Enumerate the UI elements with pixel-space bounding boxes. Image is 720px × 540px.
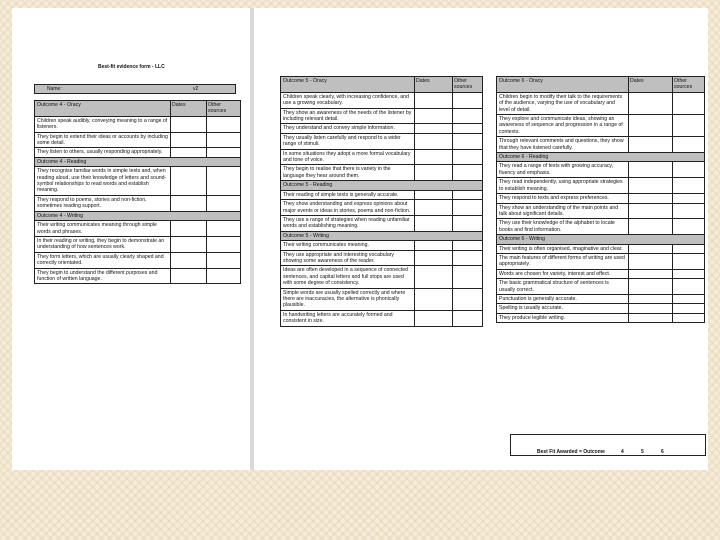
other-sources-cell[interactable] — [673, 92, 705, 114]
criterion-row — [497, 92, 705, 114]
section-header-row — [281, 231, 483, 240]
other-sources-cell[interactable] — [453, 108, 483, 124]
criterion-row — [35, 132, 241, 148]
other-sources-cell[interactable] — [673, 294, 705, 303]
criterion-text: In handwriting letters are accurately formed and consistent in size. — [281, 310, 415, 326]
dates-cell[interactable] — [415, 108, 453, 124]
dates-cell[interactable] — [629, 162, 673, 178]
dates-cell[interactable] — [629, 253, 673, 269]
criterion-text: Children speak audibly, conveying meaning to a range of listeners. — [35, 116, 171, 132]
other-sources-cell[interactable] — [207, 195, 241, 211]
criterion-row — [35, 116, 241, 132]
other-sources-cell[interactable] — [453, 310, 483, 326]
criterion-text: They produce legible writing. — [497, 313, 629, 322]
criterion-row — [281, 310, 483, 326]
dates-cell[interactable] — [629, 203, 673, 219]
criterion-row — [497, 194, 705, 203]
section-header-row — [281, 181, 483, 190]
section-header: Outcome 4 - Writing — [35, 211, 241, 220]
dates-cell[interactable] — [415, 190, 453, 199]
criterion-row — [497, 304, 705, 313]
best-fit-award-box — [510, 434, 706, 456]
dates-column-header: Dates — [415, 77, 453, 93]
form-page-left — [12, 8, 248, 470]
other-sources-cell[interactable] — [453, 92, 483, 108]
criterion-row — [35, 221, 241, 237]
outcome-4-table — [34, 100, 241, 284]
criterion-text: They listen to others, usually responding appropriately. — [35, 148, 171, 157]
criterion-text: Simple words are usually spelled correctly and where there are inaccuracies, the alternative is phonically plausible. — [281, 288, 415, 310]
criterion-row — [497, 279, 705, 295]
other-sources-cell[interactable] — [673, 162, 705, 178]
outcome-6-table — [496, 76, 705, 323]
section-header: Outcome 6 - Oracy — [497, 77, 629, 93]
criterion-text: They begin to understand the different purposes and function of written language. — [35, 268, 171, 284]
other-sources-cell[interactable] — [453, 133, 483, 149]
criterion-text: They explore and communicate ideas, showing an awareness of sequence and progression in a range of contexts. — [497, 115, 629, 137]
outcome-5-table — [280, 76, 483, 327]
dates-cell[interactable] — [415, 288, 453, 310]
criterion-row — [497, 137, 705, 153]
criterion-row — [497, 294, 705, 303]
criterion-row — [497, 219, 705, 235]
dates-cell[interactable] — [629, 304, 673, 313]
other-sources-cell[interactable] — [453, 190, 483, 199]
criterion-text: They use a range of strategies when reading unfamiliar words and establishing meaning. — [281, 215, 415, 231]
criterion-text: They respond to poems, stories and non-fiction, sometimes reading support. — [35, 195, 171, 211]
dates-cell[interactable] — [415, 241, 453, 250]
criterion-text: They respond to texts and express preferences. — [497, 194, 629, 203]
dates-cell[interactable] — [171, 132, 207, 148]
name-field — [34, 84, 236, 94]
criterion-row — [281, 108, 483, 124]
dates-cell[interactable] — [415, 200, 453, 216]
section-header: Outcome 5 - Reading — [281, 181, 483, 190]
criterion-text: Children begin to modify their talk to the requirements of the audience, varying the use of vocabulary and level of detail. — [497, 92, 629, 114]
criterion-text: They recognise familiar words in simple texts and, when reading aloud, use their knowledge of letters and sound-symbol relationships to read words and establish meaning. — [35, 167, 171, 196]
section-header-row — [497, 153, 705, 162]
dates-cell[interactable] — [629, 137, 673, 153]
criterion-text: They show an understanding of the main points and talk about significant details. — [497, 203, 629, 219]
name-label: Name: — [47, 86, 62, 92]
section-header-row — [35, 157, 241, 166]
other-sources-column-header: Other sources — [207, 101, 241, 117]
dates-cell[interactable] — [629, 115, 673, 137]
other-sources-cell[interactable] — [673, 304, 705, 313]
other-sources-cell[interactable] — [207, 221, 241, 237]
award-option-4[interactable]: 4 — [621, 449, 624, 455]
criterion-text: They read a range of texts with growing accuracy, fluency and emphasis. — [497, 162, 629, 178]
dates-cell[interactable] — [629, 178, 673, 194]
section-header: Outcome 5 - Oracy — [281, 77, 415, 93]
criterion-text: In some situations they adopt a more formal vocabulary and tone of voice. — [281, 149, 415, 165]
criterion-row — [35, 148, 241, 157]
criterion-row — [281, 124, 483, 133]
other-sources-cell[interactable] — [673, 137, 705, 153]
other-sources-cell[interactable] — [673, 244, 705, 253]
criterion-text: Spelling is usually accurate. — [497, 304, 629, 313]
criterion-row — [281, 288, 483, 310]
slide-sheet — [12, 8, 708, 470]
dates-cell[interactable] — [415, 266, 453, 288]
criterion-row — [281, 250, 483, 266]
criterion-text: Their writing communicates meaning through simple words and phrases. — [35, 221, 171, 237]
criterion-text: They show an awareness of the needs of the listener by including relevant detail. — [281, 108, 415, 124]
criterion-row — [35, 167, 241, 196]
other-sources-cell[interactable] — [207, 148, 241, 157]
criterion-row — [281, 215, 483, 231]
criterion-text: They usually listen carefully and respond to a wider range of stimuli. — [281, 133, 415, 149]
other-sources-cell[interactable] — [673, 219, 705, 235]
other-sources-cell[interactable] — [453, 215, 483, 231]
dates-column-header: Dates — [629, 77, 673, 93]
other-sources-cell[interactable] — [673, 178, 705, 194]
criterion-row — [35, 236, 241, 252]
section-header: Outcome 5 - Writing — [281, 231, 483, 240]
criterion-text: Ideas are often developed in a sequence of connected sentences, and capital letters and full stops are used with some degree of consistency. — [281, 266, 415, 288]
other-sources-cell[interactable] — [453, 124, 483, 133]
criterion-row — [281, 190, 483, 199]
criterion-text: Punctuation is generally accurate. — [497, 294, 629, 303]
award-option-5[interactable]: 5 — [641, 449, 644, 455]
dates-cell[interactable] — [415, 149, 453, 165]
best-fit-award-label: Best Fit Awarded = Outcome — [537, 449, 605, 455]
dates-cell[interactable] — [415, 310, 453, 326]
other-sources-cell[interactable] — [673, 313, 705, 322]
other-sources-column-header: Other sources — [673, 77, 705, 93]
form-title: Best-fit evidence form - LLC — [98, 64, 165, 70]
criterion-row — [497, 313, 705, 322]
dates-cell[interactable] — [171, 148, 207, 157]
criterion-row — [35, 268, 241, 284]
other-sources-cell[interactable] — [673, 194, 705, 203]
other-sources-cell[interactable] — [673, 279, 705, 295]
dates-cell[interactable] — [171, 236, 207, 252]
criterion-text: In their reading or writing, they begin to demonstrate an understanding of how sentences work. — [35, 236, 171, 252]
other-sources-cell[interactable] — [207, 236, 241, 252]
dates-cell[interactable] — [629, 269, 673, 278]
criterion-text: Their writing communicates meaning. — [281, 241, 415, 250]
dates-cell[interactable] — [415, 165, 453, 181]
section-header-row — [35, 211, 241, 220]
other-sources-cell[interactable] — [453, 266, 483, 288]
dates-cell[interactable] — [171, 221, 207, 237]
other-sources-cell[interactable] — [207, 167, 241, 196]
criterion-text: Words are chosen for variety, interest and effect. — [497, 269, 629, 278]
section-header-row — [35, 101, 241, 117]
name-value: v2 — [193, 86, 199, 92]
criterion-text: Their writing is often organised, imaginative and clear. — [497, 244, 629, 253]
other-sources-cell[interactable] — [207, 116, 241, 132]
criterion-row — [35, 252, 241, 268]
criterion-row — [35, 195, 241, 211]
criterion-row — [281, 92, 483, 108]
award-option-6[interactable]: 6 — [661, 449, 664, 455]
criterion-text: They use their knowledge of the alphabet to locate books and find information. — [497, 219, 629, 235]
dates-cell[interactable] — [171, 167, 207, 196]
criterion-text: They form letters, which are usually clearly shaped and correctly orientated. — [35, 252, 171, 268]
criterion-row — [497, 203, 705, 219]
other-sources-cell[interactable] — [207, 268, 241, 284]
dates-cell[interactable] — [629, 313, 673, 322]
criterion-text: Through relevant comments and questions, they show that they have listened carefully. — [497, 137, 629, 153]
other-sources-cell[interactable] — [207, 132, 241, 148]
section-header-row — [281, 77, 483, 93]
criterion-row — [281, 149, 483, 165]
other-sources-cell[interactable] — [673, 115, 705, 137]
dates-cell[interactable] — [171, 268, 207, 284]
section-header: Outcome 4 - Reading — [35, 157, 241, 166]
other-sources-cell[interactable] — [453, 165, 483, 181]
other-sources-column-header: Other sources — [453, 77, 483, 93]
criterion-text: The basic grammatical structure of sentences is usually correct. — [497, 279, 629, 295]
other-sources-cell[interactable] — [673, 269, 705, 278]
criterion-row — [497, 253, 705, 269]
dates-cell[interactable] — [415, 215, 453, 231]
dates-cell[interactable] — [415, 92, 453, 108]
dates-cell[interactable] — [415, 133, 453, 149]
dates-cell[interactable] — [629, 194, 673, 203]
criterion-text: Their reading of simple texts is generally accurate. — [281, 190, 415, 199]
criterion-text: They begin to extend their ideas or accounts by including some detail. — [35, 132, 171, 148]
dates-cell[interactable] — [171, 195, 207, 211]
criterion-row — [281, 266, 483, 288]
other-sources-cell[interactable] — [453, 241, 483, 250]
other-sources-cell[interactable] — [453, 149, 483, 165]
criterion-text: They understand and convey simple information. — [281, 124, 415, 133]
criterion-row — [497, 178, 705, 194]
section-header-row — [497, 77, 705, 93]
page-divider — [250, 8, 254, 470]
section-header: Outcome 6 - Reading — [497, 153, 705, 162]
dates-cell[interactable] — [415, 250, 453, 266]
criterion-text: They use appropriate and interesting vocabulary showing some awareness of the reader. — [281, 250, 415, 266]
dates-cell[interactable] — [171, 116, 207, 132]
other-sources-cell[interactable] — [207, 252, 241, 268]
criterion-text: They show understanding and express opinions about major events or ideas in stories, poems and non-fiction. — [281, 200, 415, 216]
dates-cell[interactable] — [629, 219, 673, 235]
dates-cell[interactable] — [629, 294, 673, 303]
dates-cell[interactable] — [629, 279, 673, 295]
criterion-text: They read independently, using appropriate strategies to establish meaning. — [497, 178, 629, 194]
criterion-row — [497, 162, 705, 178]
criterion-row — [497, 115, 705, 137]
section-header: Outcome 4 - Oracy — [35, 101, 171, 117]
criterion-row — [497, 244, 705, 253]
dates-column-header: Dates — [171, 101, 207, 117]
criterion-text: Children speak clearly, with increasing confidence, and use a growing vocabulary. — [281, 92, 415, 108]
criterion-row — [281, 200, 483, 216]
dates-cell[interactable] — [629, 244, 673, 253]
other-sources-cell[interactable] — [673, 253, 705, 269]
other-sources-cell[interactable] — [453, 288, 483, 310]
section-header: Outcome 6 - Writing — [497, 235, 705, 244]
other-sources-cell[interactable] — [453, 250, 483, 266]
other-sources-cell[interactable] — [453, 200, 483, 216]
dates-cell[interactable] — [171, 252, 207, 268]
section-header-row — [497, 235, 705, 244]
criterion-row — [281, 165, 483, 181]
criterion-text: They begin to realise that there is variety in the language they hear around them. — [281, 165, 415, 181]
criterion-row — [497, 269, 705, 278]
dates-cell[interactable] — [415, 124, 453, 133]
criterion-text: The main features of different forms of writing are used appropriately. — [497, 253, 629, 269]
criterion-row — [281, 133, 483, 149]
criterion-row — [281, 241, 483, 250]
other-sources-cell[interactable] — [673, 203, 705, 219]
dates-cell[interactable] — [629, 92, 673, 114]
